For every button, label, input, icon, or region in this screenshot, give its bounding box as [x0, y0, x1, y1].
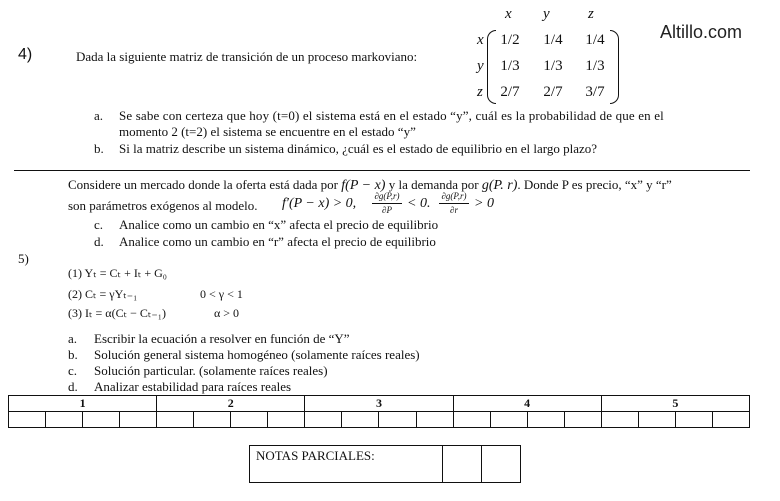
- matrix-cell: 1/4: [585, 32, 605, 48]
- q5-item-text: Escribir la ecuación a resolver en función de “Y”: [94, 331, 350, 346]
- question-4-number: 4): [18, 46, 33, 63]
- supply-function: f(P − x): [341, 178, 386, 193]
- matrix-col-header-x: x: [505, 6, 512, 22]
- score-cell[interactable]: [675, 412, 712, 428]
- matrix-row-label-y: y: [477, 58, 484, 74]
- q5-item-c-text: Analice como un cambio en “x” afecta el precio de equilibrio: [119, 217, 439, 232]
- matrix-cell: 1/2: [500, 32, 520, 48]
- equation-2: (2) Cₜ = γYₜ₋₁: [68, 287, 138, 301]
- q4-item-a-text-continued: momento 2 (t=2) el sistema se encuentre en el estado “y”: [119, 124, 416, 139]
- derivative-r-denominator: ∂r: [450, 205, 458, 215]
- grade-header-cell: 5: [601, 396, 749, 412]
- equation-1: (1) Yₜ = Cₜ + Iₜ + G₀: [68, 266, 167, 280]
- question-5-number: 5): [18, 251, 29, 266]
- q5-intro-text: son parámetros exógenos al modelo.: [68, 198, 258, 213]
- score-cell[interactable]: [416, 412, 453, 428]
- q4-item-a-text: Se sabe con certeza que hoy (t=0) el sistema está en el estado “y”, cuál es la probabilidad de que en el: [119, 108, 664, 123]
- q5-item-label: c.: [68, 363, 78, 378]
- section-divider: [14, 170, 750, 171]
- score-cell[interactable]: [231, 412, 268, 428]
- score-cell[interactable]: [305, 412, 342, 428]
- supply-derivative-condition: f′(P − x) > 0,: [282, 196, 357, 211]
- watermark: Altillo.com: [660, 22, 743, 42]
- matrix-row-label-z: z: [477, 84, 483, 100]
- matrix-cell: 2/7: [500, 84, 520, 100]
- matrix-col-header-z: z: [588, 6, 594, 22]
- score-cell[interactable]: [638, 412, 675, 428]
- question-4-prompt: Dada la siguiente matriz de transición de un proceso markoviano:: [76, 49, 418, 64]
- score-cell[interactable]: [9, 412, 46, 428]
- score-cell[interactable]: [83, 412, 120, 428]
- fraction-bar: [439, 203, 469, 204]
- notas-parciales-table: [249, 445, 521, 483]
- score-cell[interactable]: [46, 412, 83, 428]
- matrix-cell: 1/4: [543, 32, 563, 48]
- q5-item-text: Solución general sistema homogéneo (solamente raíces reales): [94, 347, 420, 362]
- score-cell[interactable]: [712, 412, 749, 428]
- demand-function: g(P. r): [481, 178, 518, 193]
- matrix-col-header-y: y: [543, 6, 550, 22]
- equation-2-condition: 0 < γ < 1: [200, 287, 243, 301]
- q5-item-label: d.: [68, 379, 78, 394]
- equation-3-condition: α > 0: [214, 306, 240, 320]
- score-cell[interactable]: [120, 412, 157, 428]
- matrix-row-label-x: x: [477, 32, 484, 48]
- score-cell[interactable]: [268, 412, 305, 428]
- notas-cell[interactable]: [443, 446, 482, 483]
- score-cell[interactable]: [601, 412, 638, 428]
- q5-item-label: a.: [68, 331, 78, 346]
- score-cell[interactable]: [564, 412, 601, 428]
- score-cell[interactable]: [379, 412, 416, 428]
- notas-cell[interactable]: [482, 446, 521, 483]
- score-cell[interactable]: [527, 412, 564, 428]
- derivative-r-numerator: ∂g(P,r): [441, 191, 467, 201]
- q4-item-a-label: a.: [94, 108, 104, 123]
- matrix-cell: 1/3: [585, 58, 605, 74]
- equation-3: (3) Iₜ = α(Cₜ − Cₜ₋₁): [68, 306, 166, 320]
- grade-table-score-row: [9, 412, 750, 428]
- grade-header-cell: 3: [305, 396, 453, 412]
- q5-item-label: b.: [68, 347, 78, 362]
- grade-table: [8, 395, 750, 428]
- q4-item-b-text: Si la matriz describe un sistema dinámico, ¿cuál es el estado de equilibrio en el largo plazo?: [119, 141, 598, 156]
- notas-parciales-label: NOTAS PARCIALES:: [250, 446, 443, 483]
- derivative-p-numerator: ∂g(P,r): [374, 191, 400, 201]
- q5-item-d-text: Analice como un cambio en “r” afecta el precio de equilibrio: [119, 234, 436, 249]
- grade-table-header-row: [9, 396, 750, 412]
- q5-intro-text: Considere un mercado donde la oferta está dada por: [68, 177, 339, 192]
- derivative-r-condition: > 0: [474, 196, 494, 211]
- grade-header-cell: 1: [9, 396, 157, 412]
- score-cell[interactable]: [453, 412, 490, 428]
- derivative-p-condition: < 0.: [407, 196, 431, 211]
- q5-item-c-label: c.: [94, 217, 104, 232]
- q4-item-b-label: b.: [94, 141, 104, 156]
- q5-item-text: Analizar estabilidad para raíces reales: [94, 379, 292, 394]
- matrix-cell: 1/3: [543, 58, 563, 74]
- q5-intro-text: . Donde P es precio, “x” y “r”: [517, 177, 672, 192]
- q5-intro-text: y la demanda por: [388, 177, 479, 192]
- matrix-cell: 1/3: [500, 58, 520, 74]
- score-cell[interactable]: [194, 412, 231, 428]
- score-cell[interactable]: [490, 412, 527, 428]
- q5-item-text: Solución particular. (solamente raíces reales): [94, 363, 328, 378]
- grade-header-cell: 4: [453, 396, 601, 412]
- score-cell[interactable]: [342, 412, 379, 428]
- score-cell[interactable]: [157, 412, 194, 428]
- matrix-cell: 3/7: [585, 84, 605, 100]
- grade-header-cell: 2: [157, 396, 305, 412]
- matrix-cell: 2/7: [543, 84, 563, 100]
- fraction-bar: [372, 203, 402, 204]
- derivative-p-denominator: ∂P: [382, 205, 392, 215]
- q5-item-d-label: d.: [94, 234, 104, 249]
